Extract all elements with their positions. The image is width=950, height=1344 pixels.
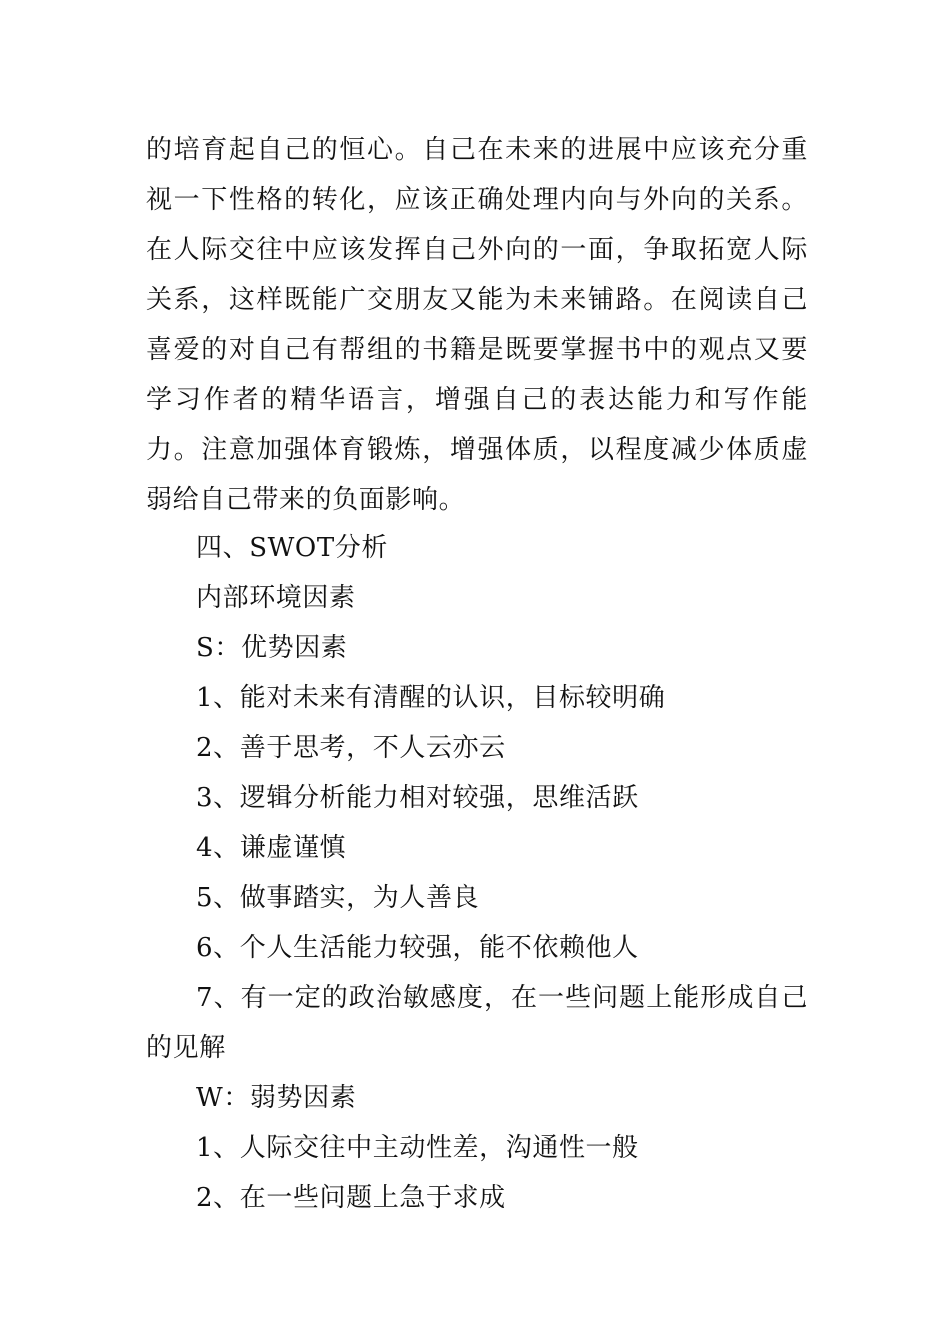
strength-item: 6、个人生活能力较强，能不依赖他人	[196, 933, 639, 963]
strength-item: 1、能对未来有清醒的认识，目标较明确	[196, 683, 666, 713]
strength-item: 3、逻辑分析能力相对较强，思维活跃	[196, 783, 639, 813]
strength-item: 2、善于思考，不人云亦云	[196, 733, 506, 763]
weakness-item: 1、人际交往中主动性差，沟通性一般	[196, 1133, 639, 1163]
strengths-heading: S：优势因素	[196, 633, 348, 663]
intro-paragraph: 的培育起自己的恒心。自己在未来的进展中应该充分重视一下性格的转化，应该正确处理内向与外向的关系。在人际交往中应该发挥自己外向的一面，争取拓宽人际关系，这样既能广交朋友又能为未来铺路。在阅读自己喜爱的对自己有帮组的书籍是既要掌握书中的观点又要学习作者的精华语言，增强自己的表达能力和写作能力。注意加强体育锻炼，增强体质，以程度减少体质虚弱给自己带来的负面影响。	[146, 135, 808, 515]
weaknesses-heading: W：弱势因素	[196, 1083, 357, 1113]
section-heading: 四、SWOT分析	[196, 533, 388, 563]
strength-item: 5、做事踏实，为人善良	[196, 883, 480, 913]
strength-item: 7、有一定的政治敏感度，在一些问题上能形成自己的见解	[146, 983, 808, 1063]
weakness-item: 2、在一些问题上急于求成	[196, 1183, 506, 1213]
internal-factors-heading: 内部环境因素	[196, 583, 356, 613]
strength-item: 4、谦虚谨慎	[196, 833, 347, 863]
